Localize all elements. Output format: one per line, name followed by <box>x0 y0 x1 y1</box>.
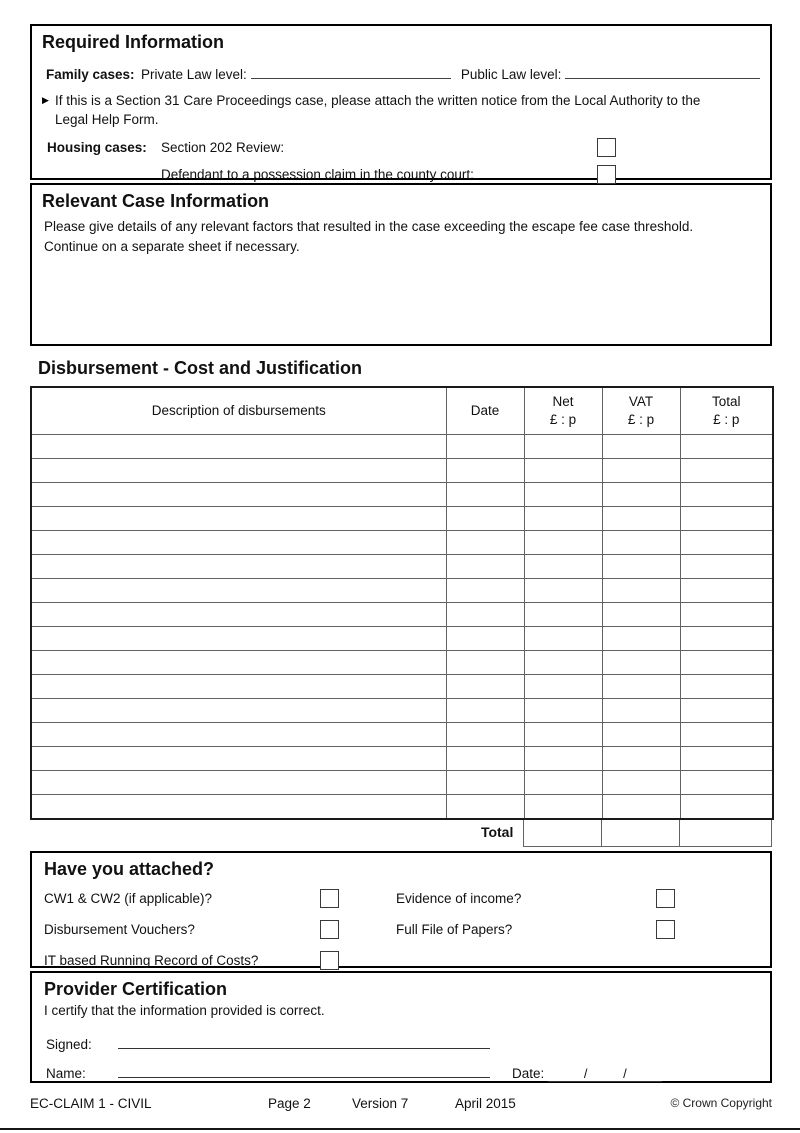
defendant-checkbox[interactable] <box>597 165 616 184</box>
full-file-of-papers-label: Full File of Papers? <box>396 922 513 937</box>
cw1-cw2-checkbox[interactable] <box>320 889 339 908</box>
disbursement-row <box>31 507 773 531</box>
disbursement-cell-description[interactable] <box>31 771 446 795</box>
copyright-notice: © Crown Copyright <box>670 1096 772 1110</box>
private-law-field[interactable] <box>251 64 451 79</box>
disbursement-cell-date[interactable] <box>446 579 524 603</box>
cw1-cw2-label: CW1 & CW2 (if applicable)? <box>44 891 213 906</box>
it-running-record-checkbox[interactable] <box>320 951 339 970</box>
relevant-case-instructions: Please give details of any relevant factors that resulted in the case exceeding the escape fee case threshold. Continue on a separate sheet if necessary. <box>44 219 694 254</box>
disbursement-cell-date[interactable] <box>446 723 524 747</box>
name-field[interactable] <box>118 1063 490 1078</box>
disbursement-cell-total[interactable] <box>680 651 773 675</box>
disbursement-cell-description[interactable] <box>31 555 446 579</box>
disbursement-table <box>30 386 774 820</box>
have-you-attached-section <box>30 851 772 968</box>
disbursement-cell-vat[interactable] <box>602 771 680 795</box>
disbursement-cell-date[interactable] <box>446 675 524 699</box>
disbursement-cell-description[interactable] <box>31 435 446 459</box>
disbursement-cell-description[interactable] <box>31 795 446 820</box>
disbursement-cell-net[interactable] <box>524 795 602 820</box>
disbursement-cell-net[interactable] <box>524 651 602 675</box>
disbursement-cell-date[interactable] <box>446 555 524 579</box>
total-net-cell[interactable] <box>523 820 602 847</box>
disbursement-cell-vat[interactable] <box>602 507 680 531</box>
disbursement-cell-net[interactable] <box>524 675 602 699</box>
provider-certification-title: Provider Certification <box>44 979 228 999</box>
disbursement-cell-total[interactable] <box>680 555 773 579</box>
disbursement-cell-vat[interactable] <box>602 555 680 579</box>
disbursement-row <box>31 723 773 747</box>
disbursement-cell-total[interactable] <box>680 531 773 555</box>
disbursement-cell-date[interactable] <box>446 651 524 675</box>
disbursement-cell-vat[interactable] <box>602 435 680 459</box>
disbursement-cell-total[interactable] <box>680 795 773 820</box>
public-law-label: Public Law level: <box>460 67 562 82</box>
disbursement-cell-date[interactable] <box>446 747 524 771</box>
col-header-net-unit: £ : p <box>549 412 577 427</box>
disbursement-cell-vat[interactable] <box>602 603 680 627</box>
disbursement-table-header <box>31 387 773 435</box>
col-header-total-unit: £ : p <box>713 412 740 427</box>
disbursement-cell-date[interactable] <box>446 771 524 795</box>
pointer-icon: ▶ <box>42 95 49 105</box>
disbursement-cell-vat[interactable] <box>602 747 680 771</box>
disbursement-row <box>31 699 773 723</box>
disbursement-row <box>31 435 773 459</box>
disbursement-title: Disbursement - Cost and Justification <box>38 358 363 378</box>
family-cases-label: Family cases: <box>46 67 135 82</box>
disbursement-cell-vat[interactable] <box>602 675 680 699</box>
form-version: Version 7 <box>352 1096 409 1111</box>
date-label: Date: <box>512 1066 545 1081</box>
total-vat-cell[interactable] <box>601 820 680 847</box>
disbursement-row <box>31 795 773 820</box>
disbursement-cell-total[interactable] <box>680 435 773 459</box>
disbursement-cell-total[interactable] <box>680 603 773 627</box>
disbursement-cell-date[interactable] <box>446 627 524 651</box>
required-information-section <box>30 24 772 183</box>
disbursement-cell-net[interactable] <box>524 579 602 603</box>
disbursement-cell-description[interactable] <box>31 699 446 723</box>
signed-row <box>46 1034 760 1052</box>
disbursement-cell-description[interactable] <box>31 675 446 699</box>
disbursement-cell-date[interactable] <box>446 699 524 723</box>
family-cases-row <box>46 64 760 82</box>
col-header-description <box>31 387 446 435</box>
relevant-case-information-title: Relevant Case Information <box>42 191 270 211</box>
col-header-date <box>446 387 524 435</box>
disbursement-cell-total[interactable] <box>680 579 773 603</box>
col-header-vat-label: VAT <box>628 394 654 410</box>
disbursement-row <box>31 483 773 507</box>
disbursement-row <box>31 675 773 699</box>
housing-cases-label: Housing cases: <box>47 140 147 156</box>
evidence-of-income-label: Evidence of income? <box>396 891 522 906</box>
section202-checkbox[interactable] <box>597 138 616 157</box>
disbursement-row <box>31 459 773 483</box>
disbursement-cell-description[interactable] <box>31 723 446 747</box>
disbursement-cell-net[interactable] <box>524 771 602 795</box>
disbursement-cell-total[interactable] <box>680 771 773 795</box>
disbursement-cell-total[interactable] <box>680 675 773 699</box>
disbursement-cell-vat[interactable] <box>602 651 680 675</box>
evidence-of-income-checkbox[interactable] <box>656 889 675 908</box>
disbursement-cell-vat[interactable] <box>602 699 680 723</box>
disbursement-cell-total[interactable] <box>680 747 773 771</box>
disbursement-cell-description[interactable] <box>31 483 446 507</box>
disbursement-cell-net[interactable] <box>524 507 602 531</box>
date-slash-1: / <box>583 1066 588 1081</box>
required-information-title: Required Information <box>42 32 225 52</box>
disbursement-cell-date[interactable] <box>446 507 524 531</box>
col-header-vat <box>602 387 680 435</box>
disbursement-cell-date[interactable] <box>446 459 524 483</box>
disbursement-cell-date[interactable] <box>446 795 524 820</box>
col-header-description-label: Description of disbursements <box>151 403 326 419</box>
col-header-net-label: Net <box>552 394 574 410</box>
disbursement-cell-vat[interactable] <box>602 627 680 651</box>
disbursement-cell-date[interactable] <box>446 483 524 507</box>
relevant-case-information-section <box>30 183 772 346</box>
disbursement-cell-vat[interactable] <box>602 723 680 747</box>
section31-note-text: If this is a Section 31 Care Proceedings case, please attach the written notice from the Local Authority to the Legal Help Form. <box>55 93 701 127</box>
page-number: Page 2 <box>268 1096 311 1111</box>
public-law-field[interactable] <box>565 64 760 79</box>
disbursement-cell-total[interactable] <box>680 627 773 651</box>
disbursement-cell-net[interactable] <box>524 435 602 459</box>
private-law-label: Private Law level: <box>141 67 247 82</box>
disbursement-cell-net[interactable] <box>524 531 602 555</box>
disbursement-cell-vat[interactable] <box>602 483 680 507</box>
defendant-row <box>47 165 760 184</box>
provider-certification-section <box>30 971 772 1083</box>
disbursement-cell-vat[interactable] <box>602 531 680 555</box>
disbursement-total-row <box>30 820 772 847</box>
disbursement-row <box>31 627 773 651</box>
disbursement-cell-net[interactable] <box>524 603 602 627</box>
disbursement-row <box>31 603 773 627</box>
disbursement-cell-vat[interactable] <box>602 579 680 603</box>
case-details-input-area[interactable] <box>42 256 758 344</box>
disbursement-cell-net[interactable] <box>524 555 602 579</box>
disbursement-cell-description[interactable] <box>31 531 446 555</box>
disbursement-cell-net[interactable] <box>524 459 602 483</box>
disbursement-row <box>31 555 773 579</box>
disbursement-row <box>31 651 773 675</box>
disbursement-vouchers-label: Disbursement Vouchers? <box>44 922 195 937</box>
total-label: Total <box>480 824 514 840</box>
defendant-label: Defendant to a possession claim in the county court: <box>161 167 474 183</box>
housing-cases-row <box>47 138 760 157</box>
date-slash-2: / <box>623 1066 627 1081</box>
disbursement-cell-net[interactable] <box>524 483 602 507</box>
disbursement-cell-description[interactable] <box>31 747 446 771</box>
col-header-vat-unit: £ : p <box>627 412 655 427</box>
disbursement-cell-total[interactable] <box>680 507 773 531</box>
disbursement-vouchers-checkbox[interactable] <box>320 920 339 939</box>
col-header-total <box>680 387 773 435</box>
form-id: EC-CLAIM 1 - CIVIL <box>30 1096 152 1111</box>
attachments-checklist <box>44 889 760 970</box>
it-running-record-label: IT based Running Record of Costs? <box>44 953 259 968</box>
have-you-attached-title: Have you attached? <box>44 859 215 879</box>
date-field[interactable] <box>548 1065 662 1082</box>
disbursement-table-body <box>31 435 773 820</box>
disbursement-cell-net[interactable] <box>524 747 602 771</box>
disbursement-cell-vat[interactable] <box>602 459 680 483</box>
disbursement-cell-net[interactable] <box>524 699 602 723</box>
col-header-net <box>524 387 602 435</box>
disbursement-cell-total[interactable] <box>680 723 773 747</box>
disbursement-cell-net[interactable] <box>524 723 602 747</box>
section31-note <box>42 92 760 129</box>
section202-label: Section 202 Review: <box>161 140 285 156</box>
name-label: Name: <box>46 1066 86 1081</box>
col-header-total-label: Total <box>711 394 741 410</box>
disbursement-cell-description[interactable] <box>31 651 446 675</box>
disbursement-cell-net[interactable] <box>524 627 602 651</box>
certification-statement: I certify that the information provided is correct. <box>44 1003 325 1018</box>
disbursement-row <box>31 771 773 795</box>
disbursement-cell-description[interactable] <box>31 627 446 651</box>
form-date: April 2015 <box>455 1096 516 1111</box>
col-header-date-label: Date <box>470 403 500 419</box>
signed-label: Signed: <box>46 1037 92 1052</box>
disbursement-row <box>31 579 773 603</box>
full-file-of-papers-checkbox[interactable] <box>656 920 675 939</box>
page-footer <box>30 1096 772 1116</box>
disbursement-cell-description[interactable] <box>31 459 446 483</box>
disbursement-cell-description[interactable] <box>31 603 446 627</box>
total-total-cell[interactable] <box>679 820 772 847</box>
disbursement-cell-total[interactable] <box>680 699 773 723</box>
signed-field[interactable] <box>118 1034 490 1049</box>
disbursement-cell-description[interactable] <box>31 579 446 603</box>
disbursement-row <box>31 531 773 555</box>
name-row <box>46 1063 760 1082</box>
page-bottom-rule <box>0 1128 800 1130</box>
disbursement-cell-total[interactable] <box>680 459 773 483</box>
disbursement-row <box>31 747 773 771</box>
disbursement-cell-date[interactable] <box>446 435 524 459</box>
disbursement-cell-total[interactable] <box>680 483 773 507</box>
disbursement-cell-date[interactable] <box>446 531 524 555</box>
disbursement-cell-description[interactable] <box>31 507 446 531</box>
disbursement-cell-vat[interactable] <box>602 795 680 820</box>
disbursement-cell-date[interactable] <box>446 603 524 627</box>
